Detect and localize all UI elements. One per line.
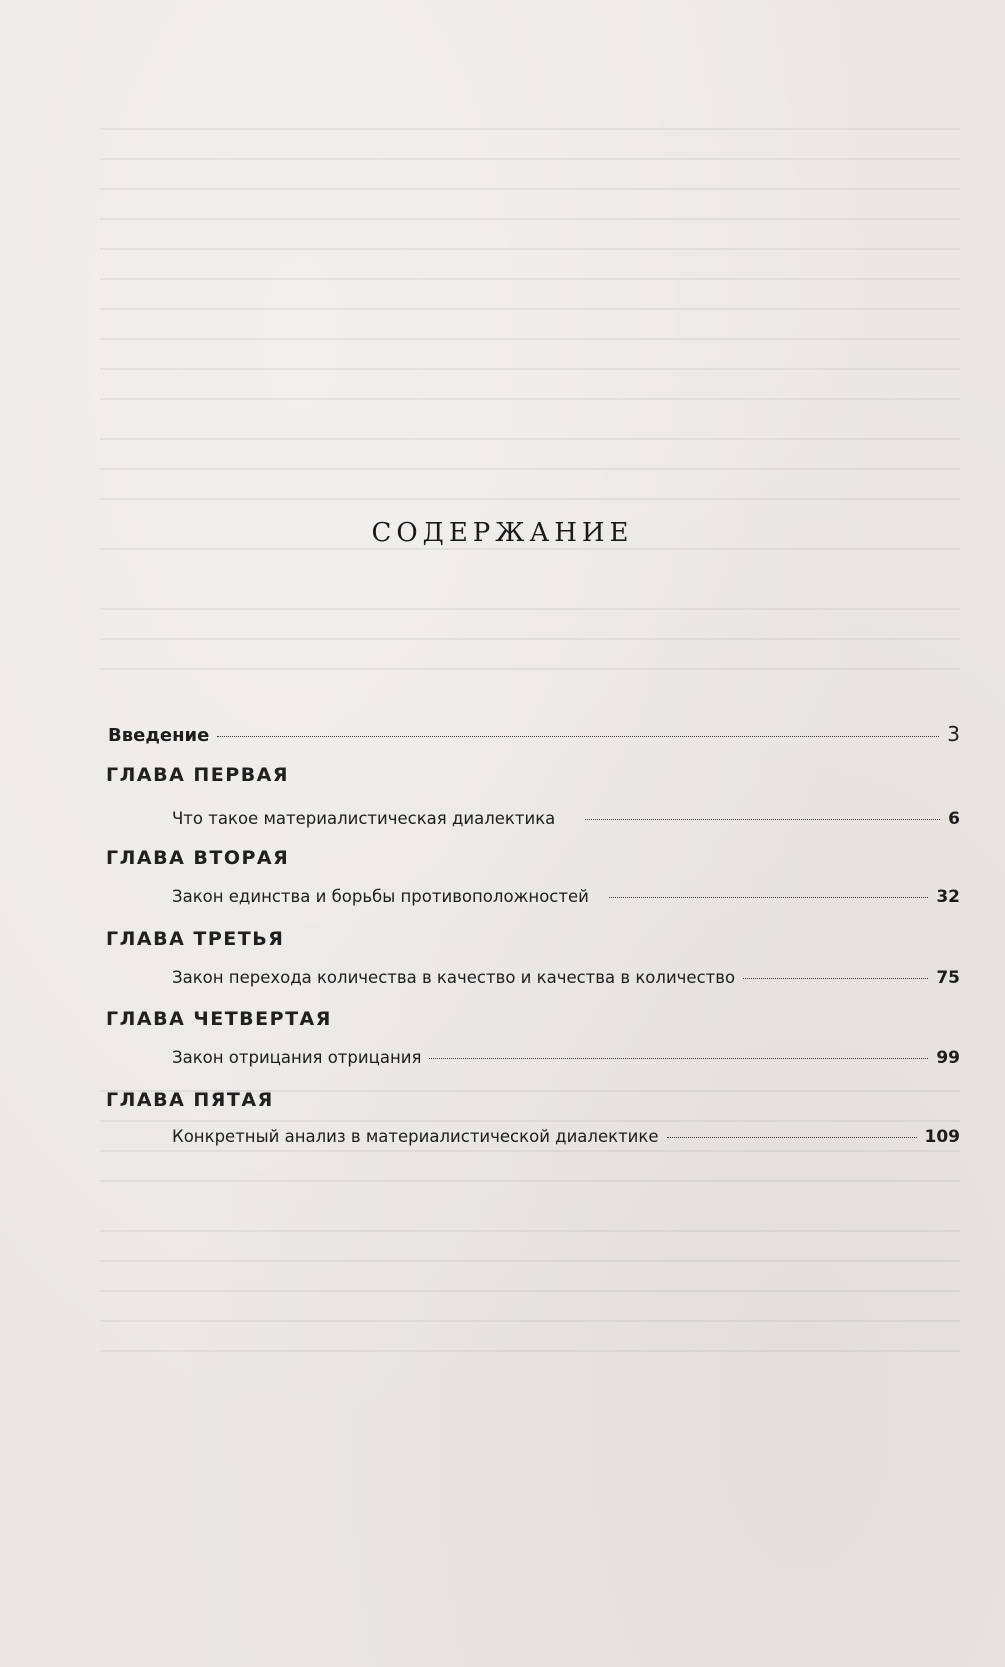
- chapter-heading: ГЛАВА ПЯТАЯ: [106, 1089, 274, 1111]
- toc-entry-chapter-3[interactable]: [172, 968, 960, 988]
- dot-leader: [217, 736, 939, 737]
- chapter-heading: ГЛАВА ПЕРВАЯ: [106, 764, 290, 786]
- toc-entry-label: Закон отрицания отрицания: [172, 1048, 422, 1067]
- toc-entry-chapter-1[interactable]: [172, 809, 960, 829]
- bleed-through-line: [100, 1120, 960, 1122]
- bleed-through-line: [100, 398, 960, 400]
- dot-leader: [429, 1058, 928, 1059]
- dot-leader: [585, 819, 940, 820]
- bleed-through-line: [100, 668, 960, 670]
- dot-leader: [743, 978, 928, 979]
- toc-entry-label: Закон перехода количества в качество и качества в количество: [172, 968, 736, 987]
- toc-entry-chapter-2[interactable]: [172, 887, 960, 907]
- toc-page-number: 109: [924, 1127, 960, 1147]
- toc-entry-label: Что такое материалистическая диалектика: [172, 809, 556, 828]
- bleed-through-line: [100, 498, 960, 500]
- dot-leader: [667, 1137, 917, 1138]
- bleed-through-line: [100, 608, 960, 610]
- bleed-through-line: [100, 1230, 960, 1232]
- toc-entry-chapter-4[interactable]: [172, 1048, 960, 1068]
- bleed-through-line: [100, 338, 960, 340]
- toc-title: СОДЕРЖАНИЕ: [371, 518, 634, 548]
- toc-entry-label: Закон единства и борьбы противоположностей: [172, 887, 589, 906]
- toc-page-number: 32: [936, 887, 960, 907]
- bleed-through-line: [100, 1150, 960, 1152]
- toc-page-number: 3: [947, 722, 960, 746]
- bleed-through-line: [100, 128, 960, 130]
- chapter-heading: ГЛАВА ВТОРАЯ: [106, 847, 290, 869]
- toc-entry-label: Введение: [108, 725, 210, 746]
- chapter-heading: ГЛАВА ЧЕТВЕРТАЯ: [106, 1008, 332, 1030]
- toc-page-number: 99: [936, 1048, 960, 1068]
- bleed-through-line: [100, 158, 960, 160]
- bleed-through-line: [100, 218, 960, 220]
- bleed-through-line: [100, 1180, 960, 1182]
- bleed-through-line: [100, 368, 960, 370]
- bleed-through-line: [100, 1290, 960, 1292]
- bleed-through-line: [100, 188, 960, 190]
- chapter-heading: ГЛАВА ТРЕТЬЯ: [106, 928, 285, 950]
- toc-entry-chapter-5[interactable]: [172, 1127, 960, 1147]
- toc-entry-label: Конкретный анализ в материалистической диалектике: [172, 1127, 659, 1146]
- bleed-through-line: [100, 278, 960, 280]
- toc-entry-intro[interactable]: [108, 722, 960, 746]
- bleed-through-line: [100, 1320, 960, 1322]
- dot-leader: [609, 897, 928, 898]
- toc-page-number: 6: [948, 809, 960, 829]
- bleed-through-line: [100, 468, 960, 470]
- bleed-through-line: [100, 1350, 960, 1352]
- bleed-through-line: [100, 248, 960, 250]
- bleed-through-line: [100, 548, 960, 550]
- bleed-through-line: [100, 638, 960, 640]
- bleed-through-line: [100, 1260, 960, 1262]
- toc-page-number: 75: [936, 968, 960, 988]
- bleed-through-line: [100, 438, 960, 440]
- bleed-through-line: [100, 308, 960, 310]
